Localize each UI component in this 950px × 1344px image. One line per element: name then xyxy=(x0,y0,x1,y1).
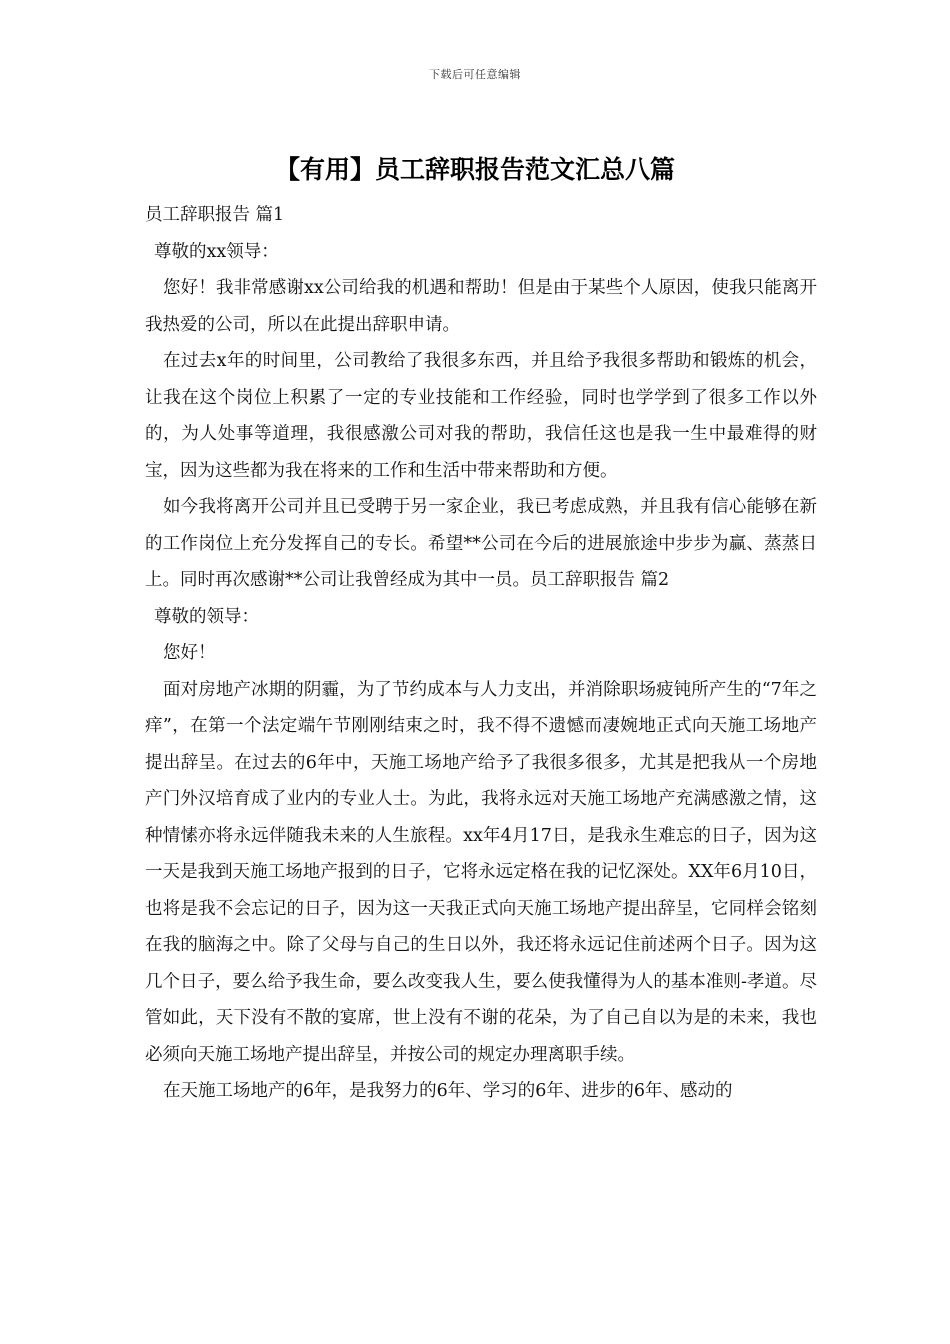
document-title: 【有用】员工辞职报告范文汇总八篇 xyxy=(274,155,675,184)
paragraph: 在过去x年的时间里，公司教给了我很多东西，并且给予我很多帮助和锻炼的机会，让我在这个岗位上积累了一定的专业技能和工作经验，同时也学学到了很多工作以外的，为人处事等道理，我很感激公司对我的帮助，我信任这也是我一生中最难得的财宝，因为这些都为我在将来的工作和生活中带来帮助和方便。 xyxy=(145,351,817,481)
salutation-1: 尊敬的xx领导： xyxy=(154,241,279,262)
paragraph: 面对房地产冰期的阴霾，为了节约成本与人力支出，并消除职场疲钝所产生的“7年之痒”，在第一个法定端午节刚刚结束之时，我不得不遗憾而凄婉地正式向天施工场地产提出辞呈。在过去的6年中，天施工场地产给予了我很多很多，尤其是把我从一个房地产门外汉培育成了业内的专业人士。为此，我将永远对天施工场地产充满感激之情，这种情愫亦将永远伴随我未来的人生旅程。xx年4月17日，是我永生难忘的日子，因为这一天是我到天施工场地产报到的日子，它将永远定格在我的记忆深处。XX年6月10日，也将是我不会忘记的日子，因为这一天我正式向天施工场地产提出辞呈，它同样会铭刻在我的脑海之中。除了父母与自己的生日以外，我还将永远记住前述两个日子。因为这几个日子，要么给予我生命，要么改变我人生，要么使我懂得为人的基本准则-孝道。尽管如此，天下没有不散的宴席，世上没有不谢的花朵，为了自己自以为是的未来，我也必须向天施工场地产提出辞呈，并按公司的规定办理离职手续。 xyxy=(145,679,817,1065)
paragraph: 在天施工场地产的6年，是我努力的6年、学习的6年、进步的6年、感动的 xyxy=(163,1081,733,1101)
section-heading-1: 员工辞职报告 篇1 xyxy=(145,205,285,225)
page-header-note: 下载后可任意编辑 xyxy=(429,68,521,81)
paragraph: 您好！我非常感谢xx公司给我的机遇和帮助！但是由于某些个人原因，使我只能离开我热爱的公司，所以在此提出辞职申请。 xyxy=(145,278,817,335)
salutation-2: 尊敬的领导： xyxy=(154,606,259,627)
document-body xyxy=(145,197,817,1110)
paragraph: 如今我将离开公司并且已受聘于另一家企业，我已考虑成熟，并且我有信心能够在新的工作岗位上充分发挥自己的专长。希望**公司在今后的进展旅途中步步为赢、蒸蒸日上。同时再次感谢**公司让我曾经成为其中一员。员工辞职报告 篇2 xyxy=(145,497,817,590)
greeting: 您好！ xyxy=(163,643,216,663)
